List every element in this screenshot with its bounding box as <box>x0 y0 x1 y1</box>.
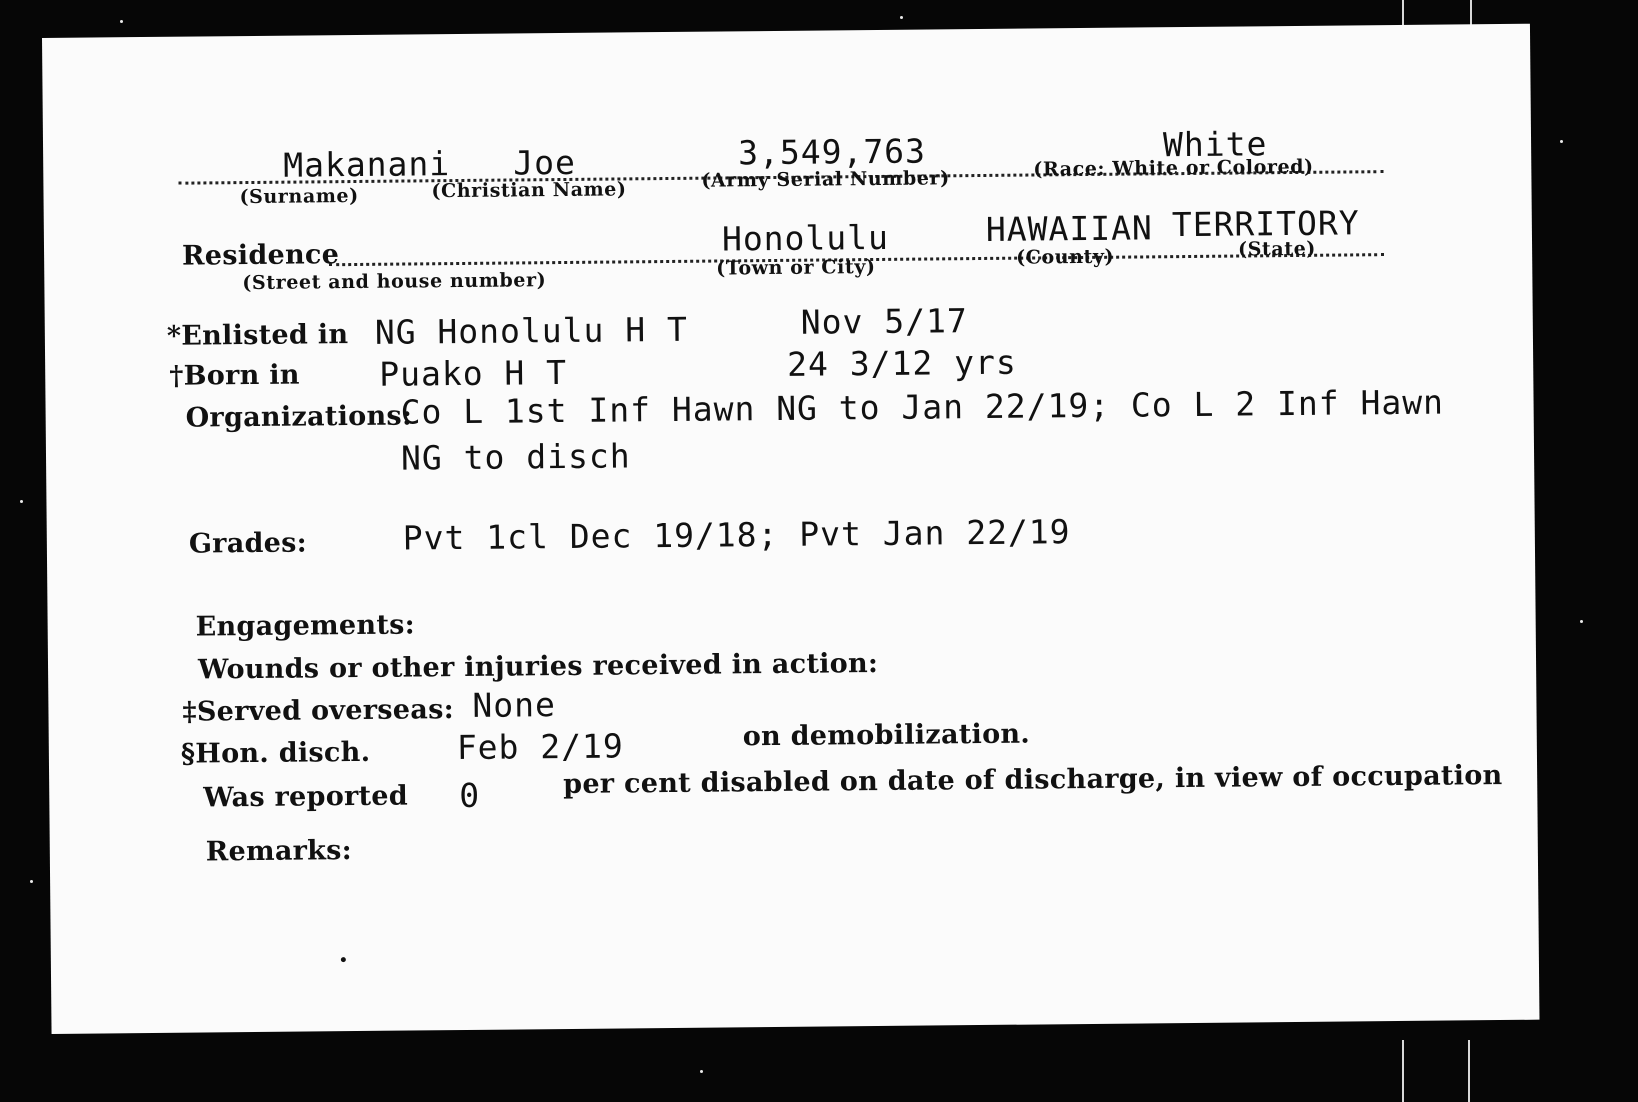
caption-surname: (Surname) <box>239 184 359 209</box>
organizations-label: Organizations: <box>185 400 413 434</box>
disability-label: Was reported <box>203 780 409 814</box>
caption-state: (State) <box>1237 237 1317 261</box>
grades-label: Grades: <box>188 527 308 560</box>
scan-line <box>1402 1040 1404 1102</box>
disability-suffix: per cent disabled on date of discharge, in view of occupation <box>563 760 1503 801</box>
residence-label: Residence <box>181 239 340 272</box>
dust-speck <box>1580 620 1583 623</box>
grades-value: Pvt 1cl Dec 19/18; Pvt Jan 22/19 <box>402 512 1071 558</box>
residence-town-value: Honolulu <box>721 217 890 259</box>
discharge-label: §Hon. disch. <box>180 736 371 770</box>
wounds-label: Wounds or other injuries received in action: <box>197 648 879 686</box>
caption-town: (Town or City) <box>716 256 876 280</box>
serial-number-value: 3,549,763 <box>737 131 927 173</box>
organizations-line2: NG to disch <box>400 436 631 478</box>
discharge-suffix: on demobilization. <box>742 718 1031 753</box>
remarks-label: Remarks: <box>205 835 353 868</box>
race-value: White <box>1162 124 1268 165</box>
overseas-value: None <box>472 685 557 725</box>
born-label: †Born in <box>169 359 300 392</box>
residence-county-value: HAWAIIAN <box>985 208 1154 249</box>
caption-serial-number: (Army Serial Number) <box>701 167 950 192</box>
enlisted-date-value: Nov 5/17 <box>800 301 968 342</box>
caption-race: (Race: White or Colored) <box>1033 155 1314 181</box>
dust-speck <box>20 500 23 503</box>
overseas-label: ‡Served overseas: <box>182 694 455 728</box>
scan-line <box>1468 1040 1470 1102</box>
discharge-date-value: Feb 2/19 <box>456 726 624 768</box>
dust-speck <box>1560 140 1563 143</box>
born-age-value: 24 3/12 yrs <box>786 342 1017 384</box>
dust-speck <box>120 20 123 23</box>
dust-speck <box>900 16 903 19</box>
dust-speck <box>30 880 33 883</box>
caption-county: (County) <box>1016 245 1115 269</box>
disability-percent-value: 0 <box>459 775 481 816</box>
enlisted-place-value: NG Honolulu H T <box>374 309 689 352</box>
caption-street: (Street and house number) <box>242 269 547 295</box>
dust-speck <box>700 1070 703 1073</box>
engagements-label: Engagements: <box>195 609 416 643</box>
christian-name-value: Joe <box>513 142 577 183</box>
organizations-line1: Co L 1st Inf Hawn NG to Jan 22/19; Co L 2 Inf Hawn <box>400 382 1445 432</box>
service-record-card <box>42 24 1539 1034</box>
ink-dot <box>341 957 346 962</box>
enlisted-label: *Enlisted in <box>166 319 349 352</box>
residence-state-value: TERRITORY <box>1171 203 1360 245</box>
surname-value: Makanani <box>283 144 451 185</box>
caption-christian-name: (Christian Name) <box>431 178 627 203</box>
born-place-value: Puako H T <box>379 352 568 394</box>
